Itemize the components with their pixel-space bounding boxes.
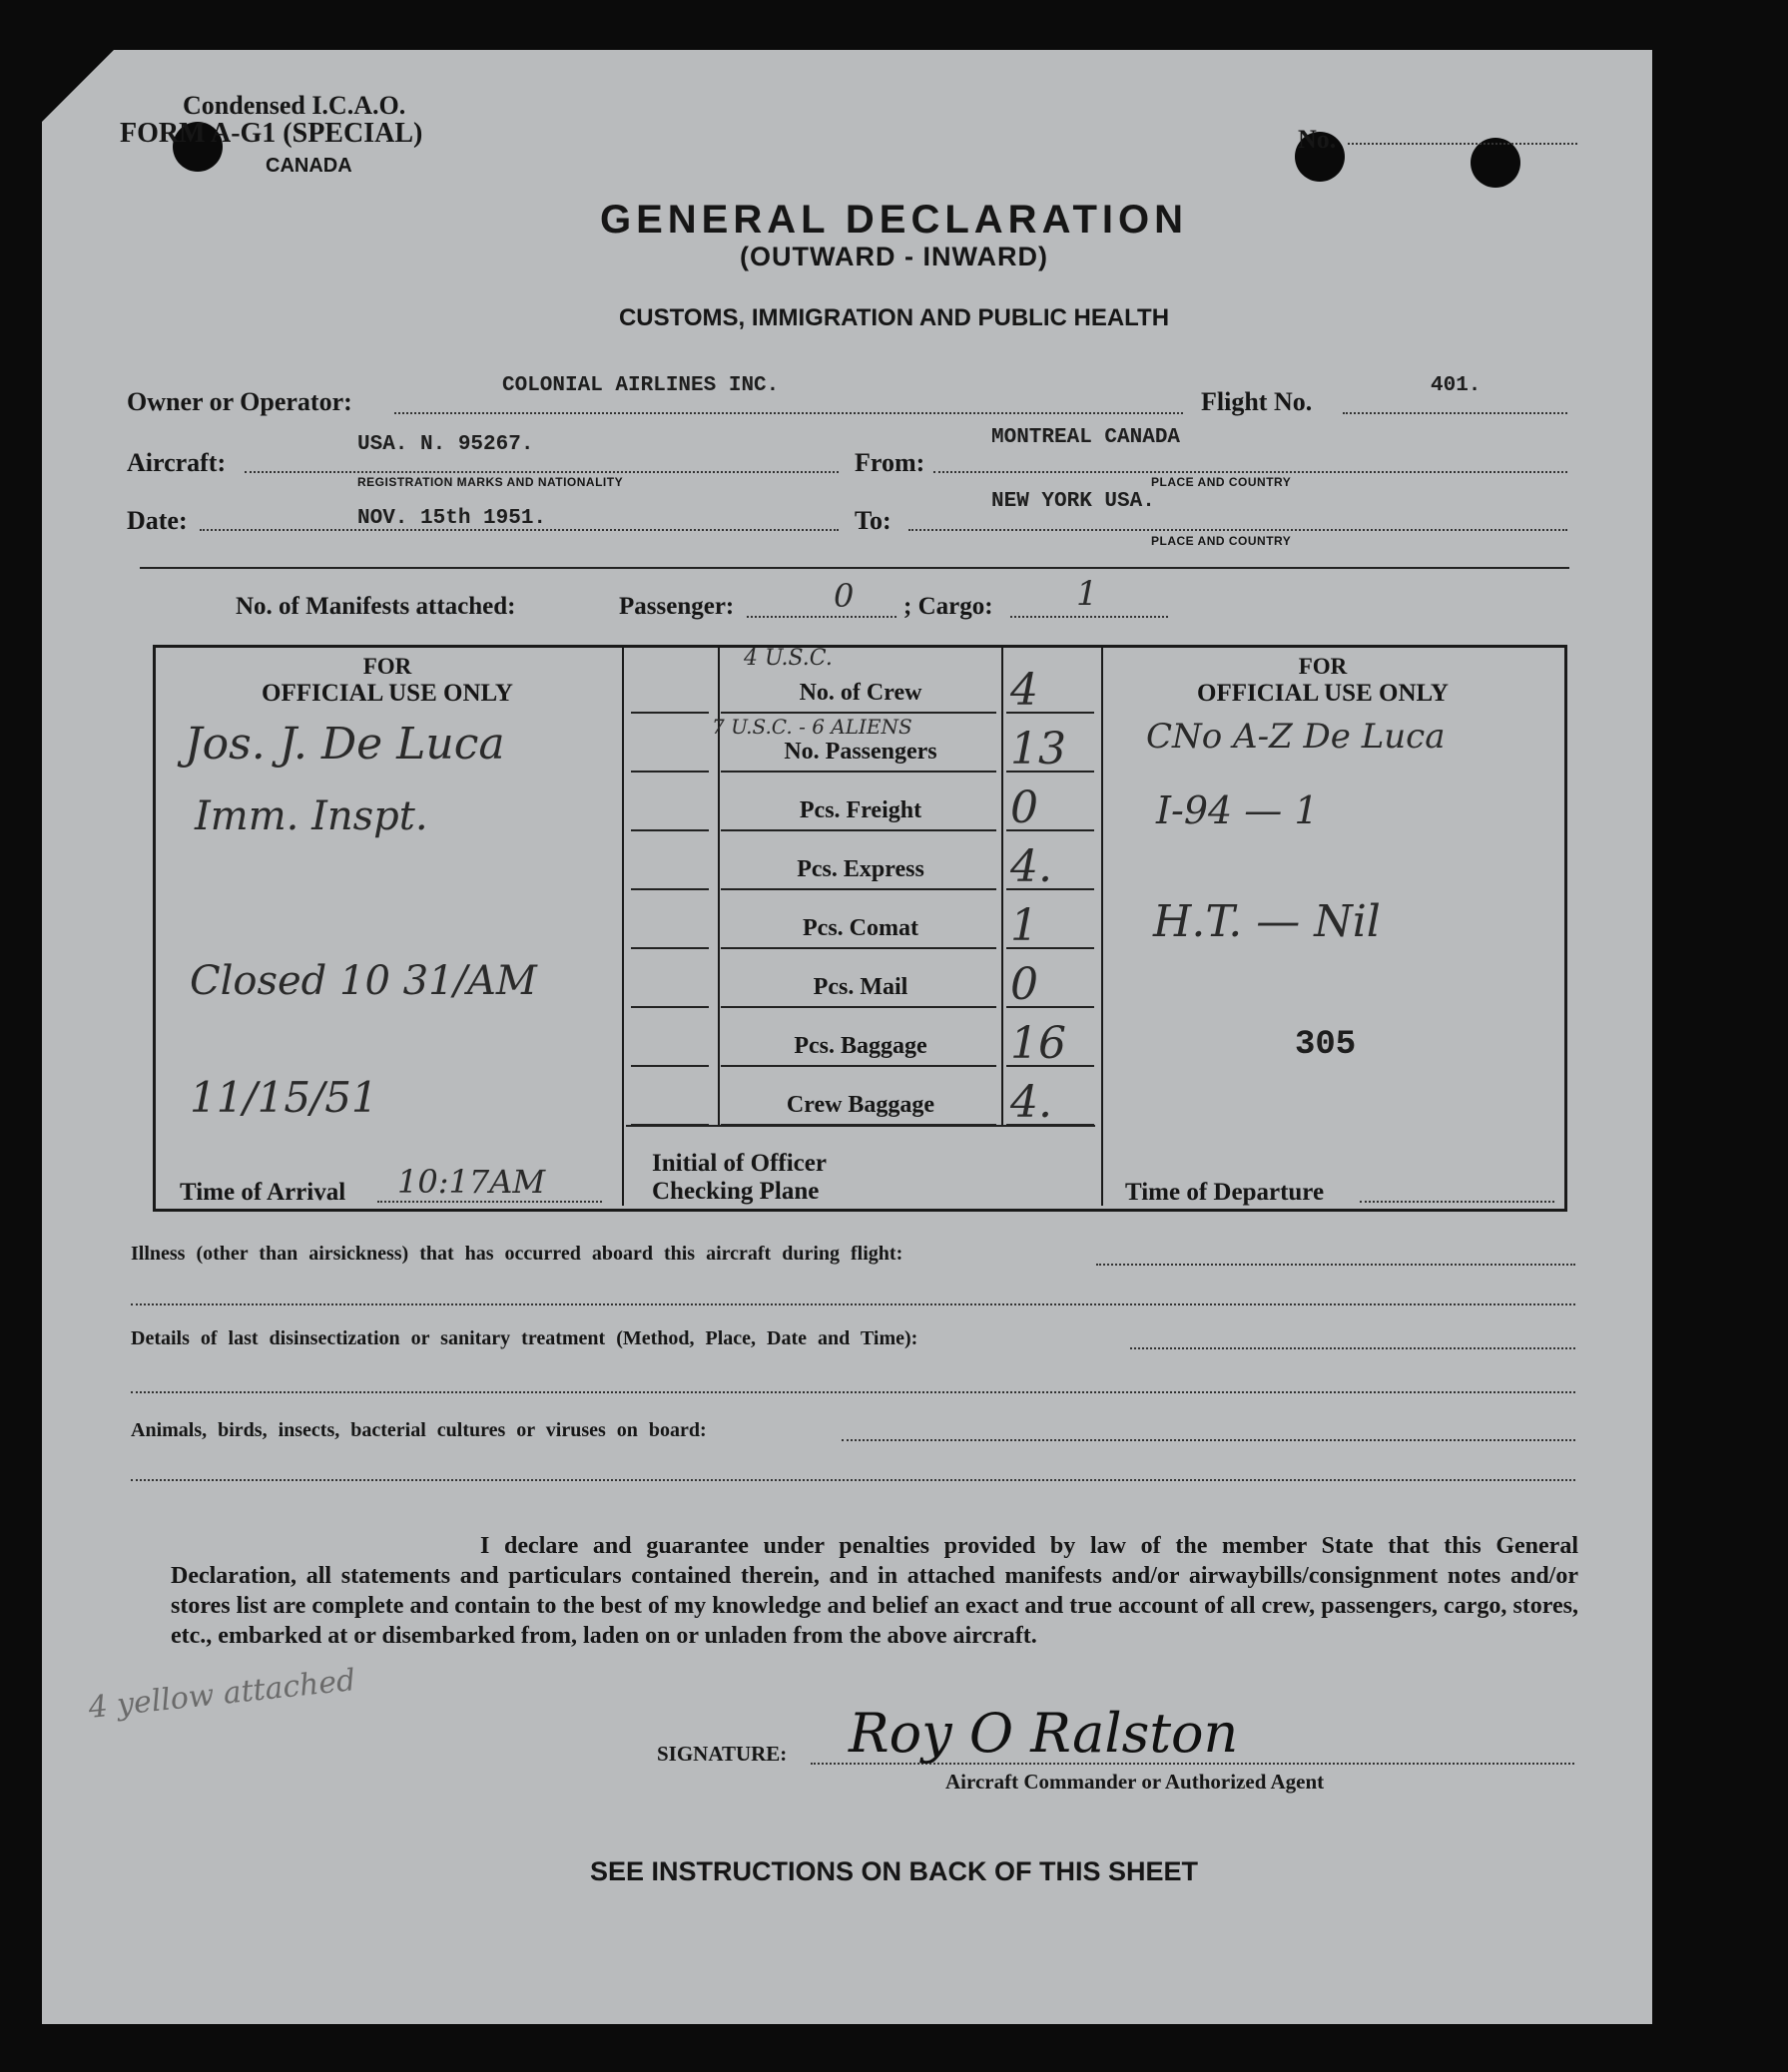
disinsect-question: Details of last disinsectization or sanitary treatment (Method, Place, Date and Time): [131, 1327, 918, 1349]
manifest-passenger-value[interactable]: 0 [834, 577, 855, 615]
left-closed-note: Closed 10 31/AM [190, 958, 537, 1004]
signature-label: SIGNATURE: [657, 1742, 788, 1766]
count-row-underline [721, 1065, 996, 1067]
officer-label: Initial of Officer [652, 1150, 827, 1177]
left-official-note: Jos. J. De Luca [185, 719, 505, 770]
aircraft-line [245, 471, 839, 473]
illness-line [131, 1303, 1575, 1305]
count-row-underline [721, 1124, 996, 1126]
manifest-passenger-line [747, 616, 896, 618]
count-row-label: Pcs. Comat [803, 915, 918, 941]
arrival-label: Time of Arrival [180, 1179, 346, 1206]
count-row-value[interactable]: 1 [1010, 900, 1038, 951]
aircraft-caption: REGISTRATION MARKS AND NATIONALITY [357, 475, 624, 489]
disinsect-line [131, 1391, 1575, 1393]
arrival-line [377, 1201, 602, 1203]
stamp-number: 305 [1295, 1026, 1357, 1064]
count-row-label: Pcs. Express [797, 856, 924, 882]
signature-caption: Aircraft Commander or Authorized Agent [945, 1770, 1325, 1794]
manifest-cargo-line [1010, 616, 1168, 618]
departure-label: Time of Departure [1125, 1179, 1325, 1206]
initial-line [631, 888, 709, 890]
count-row-label: Pcs. Freight [799, 797, 922, 823]
departure-line [1360, 1201, 1554, 1203]
to-line [908, 529, 1567, 531]
initial-line [631, 712, 709, 714]
count-row-value[interactable]: 16 [1010, 1018, 1066, 1069]
illness-question: Illness (other than airsickness) that has occurred aboard this aircraft during flight: [131, 1243, 903, 1265]
form-number: FORM A-G1 (SPECIAL) [120, 118, 423, 149]
page-subtitle: (OUTWARD - INWARD) [740, 242, 1048, 271]
from-value[interactable]: MONTREAL CANADA [991, 426, 1181, 449]
table-divider [1101, 648, 1103, 1206]
manifest-cargo-value[interactable]: 1 [1076, 574, 1098, 614]
serial-no-line [1348, 143, 1577, 145]
count-row-value[interactable]: 0 [1010, 782, 1038, 833]
from-label: From: [855, 448, 925, 477]
serial-no-label: No. [1298, 125, 1337, 154]
count-row-value[interactable]: 4. [1010, 1077, 1052, 1128]
initial-line [631, 1065, 709, 1067]
left-official-heading: OFFICIAL USE ONLY [262, 680, 513, 707]
manifest-cargo-label: ; Cargo: [903, 593, 993, 620]
count-row-underline [721, 712, 996, 714]
manifests-label: No. of Manifests attached: [236, 593, 516, 620]
animals-question: Animals, birds, insects, bacterial cultures or viruses on board: [131, 1419, 707, 1441]
to-value[interactable]: NEW YORK USA. [991, 490, 1155, 513]
right-official-note: I-94 — 1 [1156, 788, 1319, 832]
initial-line [631, 1124, 709, 1126]
count-row-underline [721, 829, 996, 831]
flight-label: Flight No. [1201, 387, 1313, 416]
right-official-note: CNo A-Z De Luca [1146, 717, 1446, 757]
right-for-label: FOR [1298, 654, 1348, 679]
form-condensed: Condensed I.C.A.O. [183, 91, 406, 120]
flight-value[interactable]: 401. [1431, 374, 1482, 397]
initial-line [631, 1006, 709, 1008]
initial-line [631, 771, 709, 773]
left-for-label: FOR [362, 654, 412, 679]
passenger-note: 7 U.S.C. - 6 ALIENS [712, 715, 912, 739]
count-row-underline [721, 947, 996, 949]
count-row-underline [721, 1006, 996, 1008]
page-title: GENERAL DECLARATION [599, 198, 1189, 242]
count-row-value[interactable]: 13 [1010, 724, 1066, 775]
aircraft-value[interactable]: USA. N. 95267. [357, 433, 534, 456]
crew-note: 4 U.S.C. [744, 646, 833, 671]
section-divider [140, 567, 1569, 569]
from-caption: PLACE AND COUNTRY [1151, 475, 1292, 489]
signature-value[interactable]: Roy O Ralston [849, 1702, 1239, 1765]
count-row-value[interactable]: 4 [1010, 665, 1038, 716]
initial-line [631, 947, 709, 949]
manifest-passenger-label: Passenger: [619, 593, 735, 620]
footer-instructions: SEE INSTRUCTIONS ON BACK OF THIS SHEET [589, 1856, 1199, 1886]
count-row-label: Pcs. Baggage [794, 1033, 927, 1059]
flight-line [1343, 412, 1567, 414]
owner-value[interactable]: COLONIAL AIRLINES INC. [502, 374, 780, 397]
date-label: Date: [127, 506, 188, 535]
count-row-underline [721, 888, 996, 890]
right-official-note: H.T. — Nil [1153, 896, 1381, 947]
count-row-underline [721, 771, 996, 773]
punch-hole [1471, 138, 1520, 188]
initial-line [631, 829, 709, 831]
table-divider [1001, 648, 1003, 1125]
to-caption: PLACE AND COUNTRY [1151, 534, 1292, 548]
animals-line [131, 1479, 1575, 1481]
left-official-note: Imm. Inspt. [195, 793, 428, 839]
owner-line [394, 412, 1183, 414]
count-row-label: Pcs. Mail [813, 974, 908, 1000]
count-row-value[interactable]: 4. [1010, 841, 1052, 892]
illness-line [1096, 1264, 1575, 1266]
owner-label: Owner or Operator: [127, 387, 352, 416]
margin-note: 4 yellow attached [86, 1663, 357, 1726]
arrival-value[interactable]: 10:17AM [397, 1163, 546, 1201]
count-row-value[interactable]: 0 [1010, 959, 1038, 1010]
from-line [933, 471, 1567, 473]
left-date-note: 11/15/51 [190, 1073, 378, 1122]
officer-label: Checking Plane [652, 1178, 820, 1205]
animals-line [842, 1439, 1575, 1441]
right-official-heading: OFFICIAL USE ONLY [1197, 680, 1449, 707]
table-divider [622, 648, 624, 1206]
count-row-label: Crew Baggage [786, 1092, 935, 1118]
aircraft-label: Aircraft: [127, 448, 227, 477]
form-country: CANADA [266, 155, 352, 177]
count-row-label: No. of Crew [799, 680, 922, 706]
count-row-label: No. Passengers [784, 739, 937, 765]
declaration-text: I declare and guarantee under penalties provided by law of the member State that this General Declaration, all statements and particulars contained therein, and in attached manifests and/or airwaybills/consignment notes and/or stores list are complete and contain to the best of my knowledge and belief an exact and true account of all crew, passengers, cargo, stores, etc., embarked at or disembarked from, laden on or unladen from the above aircraft. [171, 1533, 1578, 1649]
date-value[interactable]: NOV. 15th 1951. [357, 507, 547, 530]
to-label: To: [855, 506, 892, 535]
disinsect-line [1130, 1347, 1575, 1349]
agencies-heading: CUSTOMS, IMMIGRATION AND PUBLIC HEALTH [618, 304, 1170, 331]
